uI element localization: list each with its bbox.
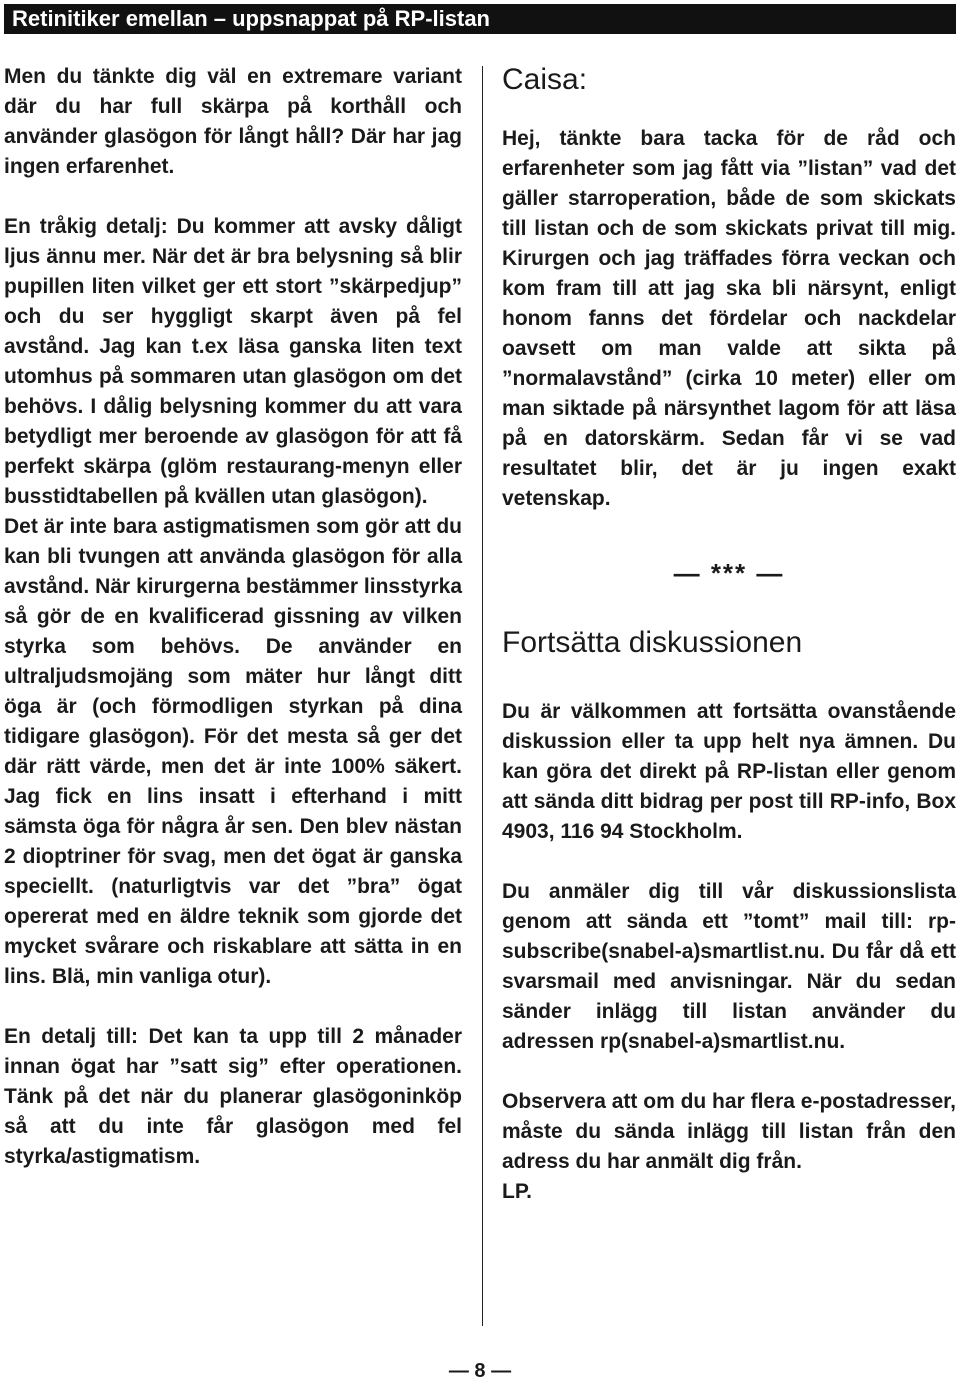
header-bar (4, 4, 956, 34)
left-column (4, 62, 462, 1386)
column-divider (482, 66, 483, 1326)
left-paragraph-2: En tråkig detalj: Du kommer att avsky dåligt ljus ännu mer. När det är bra belysning så blir pupillen liten vilket ger ett stort ”skärpedjup” och du ser hyggligt skarpt även på fel avstånd. Jag kan t.ex läsa ganska liten text utomhus på sommaren utan glasögon om det behövs. I dålig belysning kommer du att vara betydligt mer beroende av glasögon för att få perfekt skärpa (glöm restaurang-menyn eller busstidtabellen på kvällen utan glasögon). (4, 215, 462, 508)
right-paragraph-2: Du anmäler dig till vår diskussionslista genom att sända ett ”tomt” mail till: rp-subscribe(snabel-a)smartlist.nu. Du får då ett svarsmail med anvisningar. När du sedan sänder inlägg till listan använder du adressen rp(snabel-a)smartlist.nu. (502, 880, 956, 1053)
page-number: — 8 — (448, 1360, 512, 1382)
caisa-text: Hej, tänkte bara tacka för de råd och erfarenheter som jag fått via ”listan” vad det gäller starroperation, både de som skickats till listan och de som skickats privat till mig. Kirurgen och jag träffades förra veckan och kom fram till att jag ska bli närsynt, enligt honom fanns det fördelar och nackdelar oavsett om man valde att sikta på ”normalavstånd” (cirka 10 meter) eller om man siktade på närsynthet lagom för att läsa på en datorskärm. Sedan får vi se vad resultatet blir, det är ju ingen exakt vetenskap. (502, 127, 956, 510)
left-paragraph-3: Det är inte bara astigmatismen som gör att du kan bli tvungen att använda glasögon för alla avstånd. När kirurgerna bestämmer linsstyrka så gör de en kvalificerad gissning av vilken styrka som behövs. De använder en ultraljudsmojäng som mäter hur långt ditt öga är (och förmodligen styrkan på dina tidigare glasögon). För det mesta så ger det där rätt värde, men det är inte 100% säkert. Jag fick en lins insatt i efterhand i mitt sämsta öga för några år sen. Den blev nästan 2 dioptriner för svag, men det ögat är ganska speciellt. (naturligtvis var det ”bra” ögat opererat med en äldre teknik som gjorde det mycket svårare och riskablare att sätta in en lins. Blä, min vanliga otur). (4, 515, 462, 988)
right-paragraph-3: Observera att om du har flera e-postadresser, måste du sända inlägg till listan från den adress du har anmält dig från. (502, 1090, 957, 1173)
separator-stars: — *** — (673, 558, 785, 588)
right-column (502, 62, 956, 1386)
header-title: Retinitiker emellan – uppsnappat på RP-listan (12, 6, 490, 31)
signature: LP. (502, 1180, 532, 1203)
caisa-heading: Caisa: (502, 63, 588, 96)
right-paragraph-1: Du är välkommen att fortsätta ovanstående diskussion eller ta upp helt nya ämnen. Du kan göra det direkt på RP-listan eller genom att sända ditt bidrag per post till RP-info, Box 4903, 116 94 Stockholm. (502, 700, 956, 843)
left-paragraph-1: Men du tänkte dig väl en extremare variant där du har full skärpa på korthåll och använder glasögon för långt håll? Där har jag ingen erfarenhet. (4, 65, 462, 178)
section-title: Fortsätta diskussionen (502, 626, 803, 659)
left-paragraph-4: En detalj till: Det kan ta upp till 2 månader innan ögat har ”satt sig” efter operationen. Tänk på det när du planerar glasögoninköp så att du inte får glasögon med fel styrka/astigmatism. (4, 1025, 462, 1168)
